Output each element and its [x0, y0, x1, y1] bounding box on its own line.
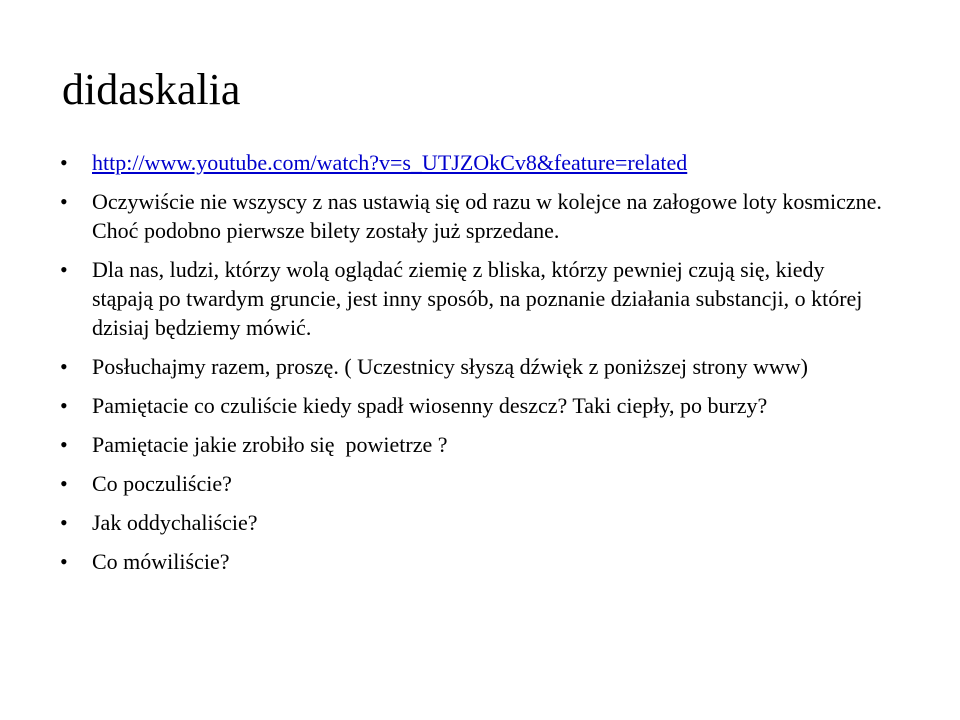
list-item: [60, 508, 890, 537]
list-item-text: Co poczuliście?: [92, 471, 232, 496]
bullet-icon: •: [60, 549, 68, 574]
list-item-text: Jak oddychaliście?: [92, 510, 258, 535]
list-item: [60, 148, 890, 177]
bullet-icon: •: [60, 510, 68, 535]
list-item: [60, 547, 890, 576]
list-item-text: Dla nas, ludzi, którzy wolą oglądać ziemię z bliska, którzy pewniej czują się, kiedy stąpają po twardym gruncie, jest inny sposób, na poznanie działania substancji, o której dzisiaj będziemy mówić.: [92, 257, 863, 340]
list-item-text: Oczywiście nie wszyscy z nas ustawią się od razu w kolejce na załogowe loty kosmiczne. Choć podobno pierwsze bilety zostały już sprzedane.: [92, 189, 882, 243]
bullet-icon: •: [60, 393, 68, 418]
bullet-icon: •: [60, 432, 68, 457]
list-item: [60, 430, 890, 459]
list-item: [60, 469, 890, 498]
list-item-text: Pamiętacie jakie zrobiło się powietrze ?: [92, 432, 448, 457]
list-item-text: Posłuchajmy razem, proszę. ( Uczestnicy słyszą dźwięk z poniższej strony www): [92, 354, 808, 379]
list-item-text: Pamiętacie co czuliście kiedy spadł wiosenny deszcz? Taki ciepły, po burzy?: [92, 393, 768, 418]
bullet-icon: •: [60, 257, 68, 282]
slide-title: didaskalia: [62, 65, 241, 114]
bullet-list: [60, 148, 890, 586]
list-item: [60, 352, 890, 381]
bullet-icon: •: [60, 189, 68, 214]
list-item: [60, 391, 890, 420]
list-item: [60, 187, 890, 245]
list-item-text: Co mówiliście?: [92, 549, 230, 574]
youtube-link[interactable]: http://www.youtube.com/watch?v=s_UTJZOkCv8&feature=related: [92, 150, 688, 175]
bullet-icon: •: [60, 354, 68, 379]
bullet-icon: •: [60, 471, 68, 496]
bullet-icon: •: [60, 150, 68, 175]
list-item: [60, 255, 890, 342]
